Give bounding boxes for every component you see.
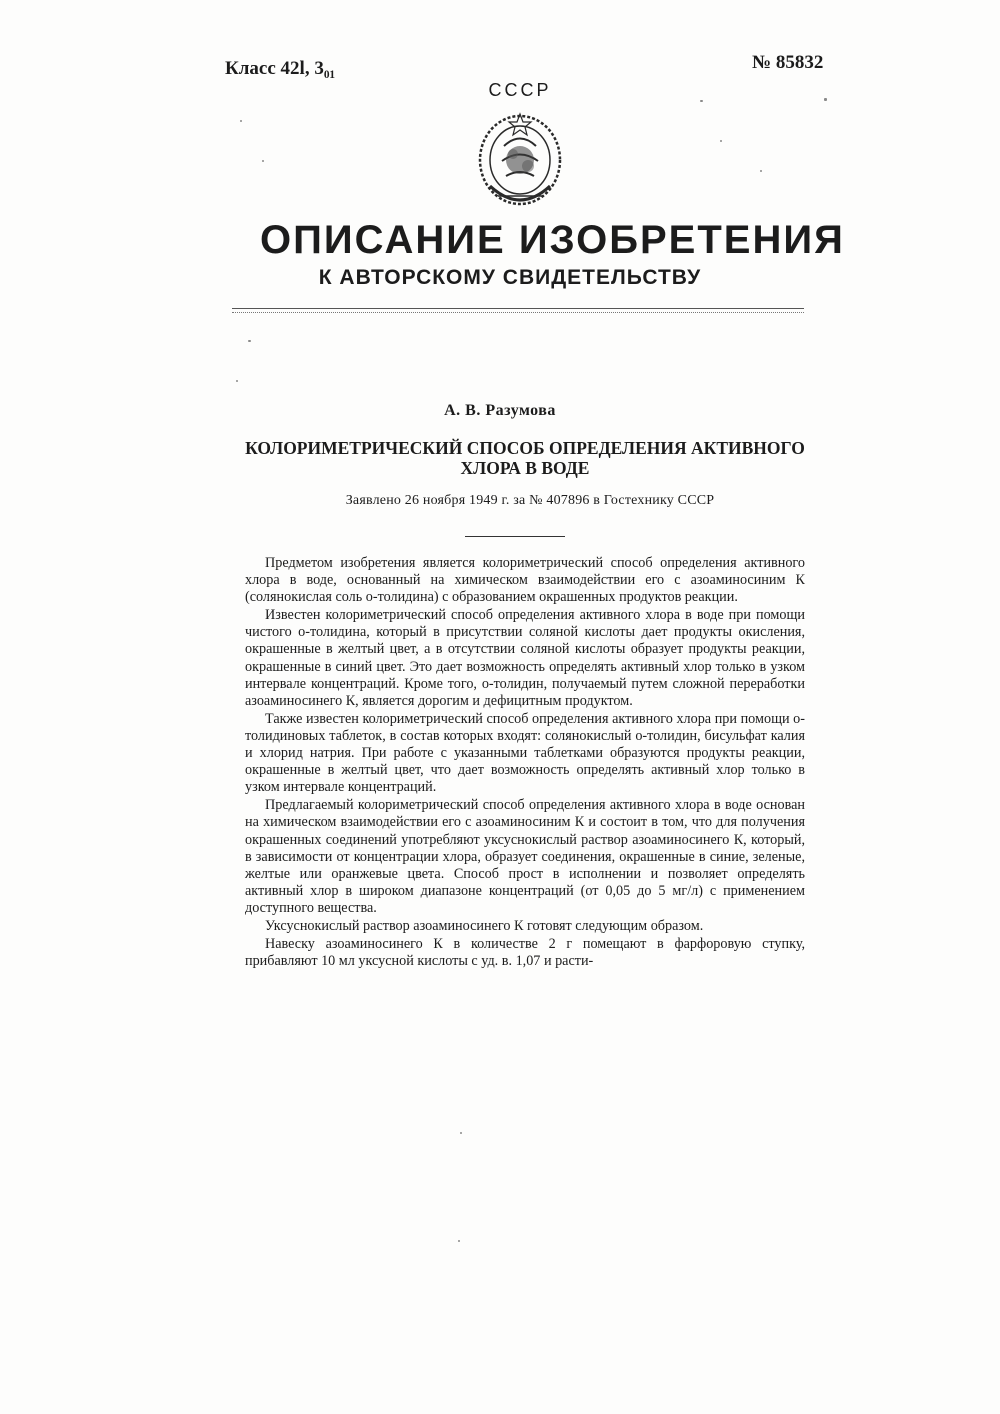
scan-speck bbox=[760, 170, 762, 172]
scan-speck bbox=[700, 100, 703, 102]
section-divider bbox=[465, 536, 565, 537]
country-label: СССР bbox=[488, 80, 552, 100]
paragraph: Также известен колориметрический способ определения активного хлора при помощи о-толидиновых таблеток, в состав которых входят: солянокислый о-толидин, бисульфат калия и хлорид натрия. При работе с указанными таблетками образуются продукты реакции, окрашенные в желтый цвет, что дает возможность определять активный хлор только в узком интервале концентраций. bbox=[245, 710, 805, 796]
scan-speck bbox=[236, 380, 238, 382]
author-name: А. В. Разумова bbox=[444, 402, 556, 419]
header-divider-dotted bbox=[232, 312, 804, 313]
scan-speck bbox=[240, 120, 242, 122]
main-title: ОПИСАНИЕ ИЗОБРЕТЕНИЯ bbox=[260, 218, 845, 262]
scan-speck bbox=[458, 1240, 460, 1242]
body-text bbox=[245, 555, 805, 971]
scan-speck bbox=[248, 340, 251, 342]
invention-title: КОЛОРИМЕТРИЧЕСКИЙ СПОСОБ ОПРЕДЕЛЕНИЯ АКТИВНОГО ХЛОРА В ВОДЕ bbox=[245, 438, 805, 478]
paragraph: Предметом изобретения является колориметрический способ определения активного хлора в воде, основанный на химическом взаимодействии его с азоаминосиним К (солянокислая соль о-толидина) с образованием окрашенных продуктов реакции. bbox=[245, 555, 805, 606]
patent-number: № 85832 bbox=[752, 52, 824, 73]
class-label: Класс 42l, 3₀₁ bbox=[225, 58, 336, 79]
header-divider bbox=[232, 308, 804, 309]
subtitle: К АВТОРСКОМУ СВИДЕТЕЛЬСТВУ bbox=[318, 266, 702, 289]
scan-speck bbox=[460, 1132, 462, 1134]
filing-info: Заявлено 26 ноября 1949 г. за № 407896 в Гостехнику СССР bbox=[345, 493, 715, 508]
scan-speck bbox=[262, 160, 264, 162]
ussr-coat-of-arms-icon bbox=[468, 106, 572, 216]
scan-speck bbox=[824, 98, 827, 101]
paragraph: Известен колориметрический способ определения активного хлора в воде при помощи чистого о-толидина, который в присутствии соляной кислоты дает продукты окисления, окрашенные в желтый цвет, а в отсутствии соляной кислоты образует продукты реакции, окрашенные в синий цвет. Это дает возможность определять активный хлор только в узком интервале концентраций. Кроме того, о-толидин, получаемый путем сложной переработки азоаминосинего К, является дорогим и дефицитным продуктом. bbox=[245, 607, 805, 709]
scan-speck bbox=[720, 140, 722, 142]
paragraph: Уксуснокислый раствор азоаминосинего К готовят следующим образом. bbox=[265, 917, 704, 934]
paragraph: Навеску азоаминосинего К в количестве 2 г помещают в фарфоровую ступку, прибавляют 10 мл уксусной кислоты с уд. в. 1,07 и расти- bbox=[245, 936, 805, 970]
paragraph: Предлагаемый колориметрический способ определения активного хлора в воде основан на химическом взаимодействии его с азоаминосиним К и состоит в том, что для получения окрашенных соединений употребляют уксуснокислый раствор азоаминосинего К, который, в зависимости от концентрации хлора, образует соединения, окрашенные в синие, зеленые, желтые или оранжевые цвета. Способ прост в исполнении и позволяет определять активный хлор в широком диапазоне концентраций (от 0,05 до 5 мг/л) с применением доступного вещества. bbox=[245, 797, 805, 916]
